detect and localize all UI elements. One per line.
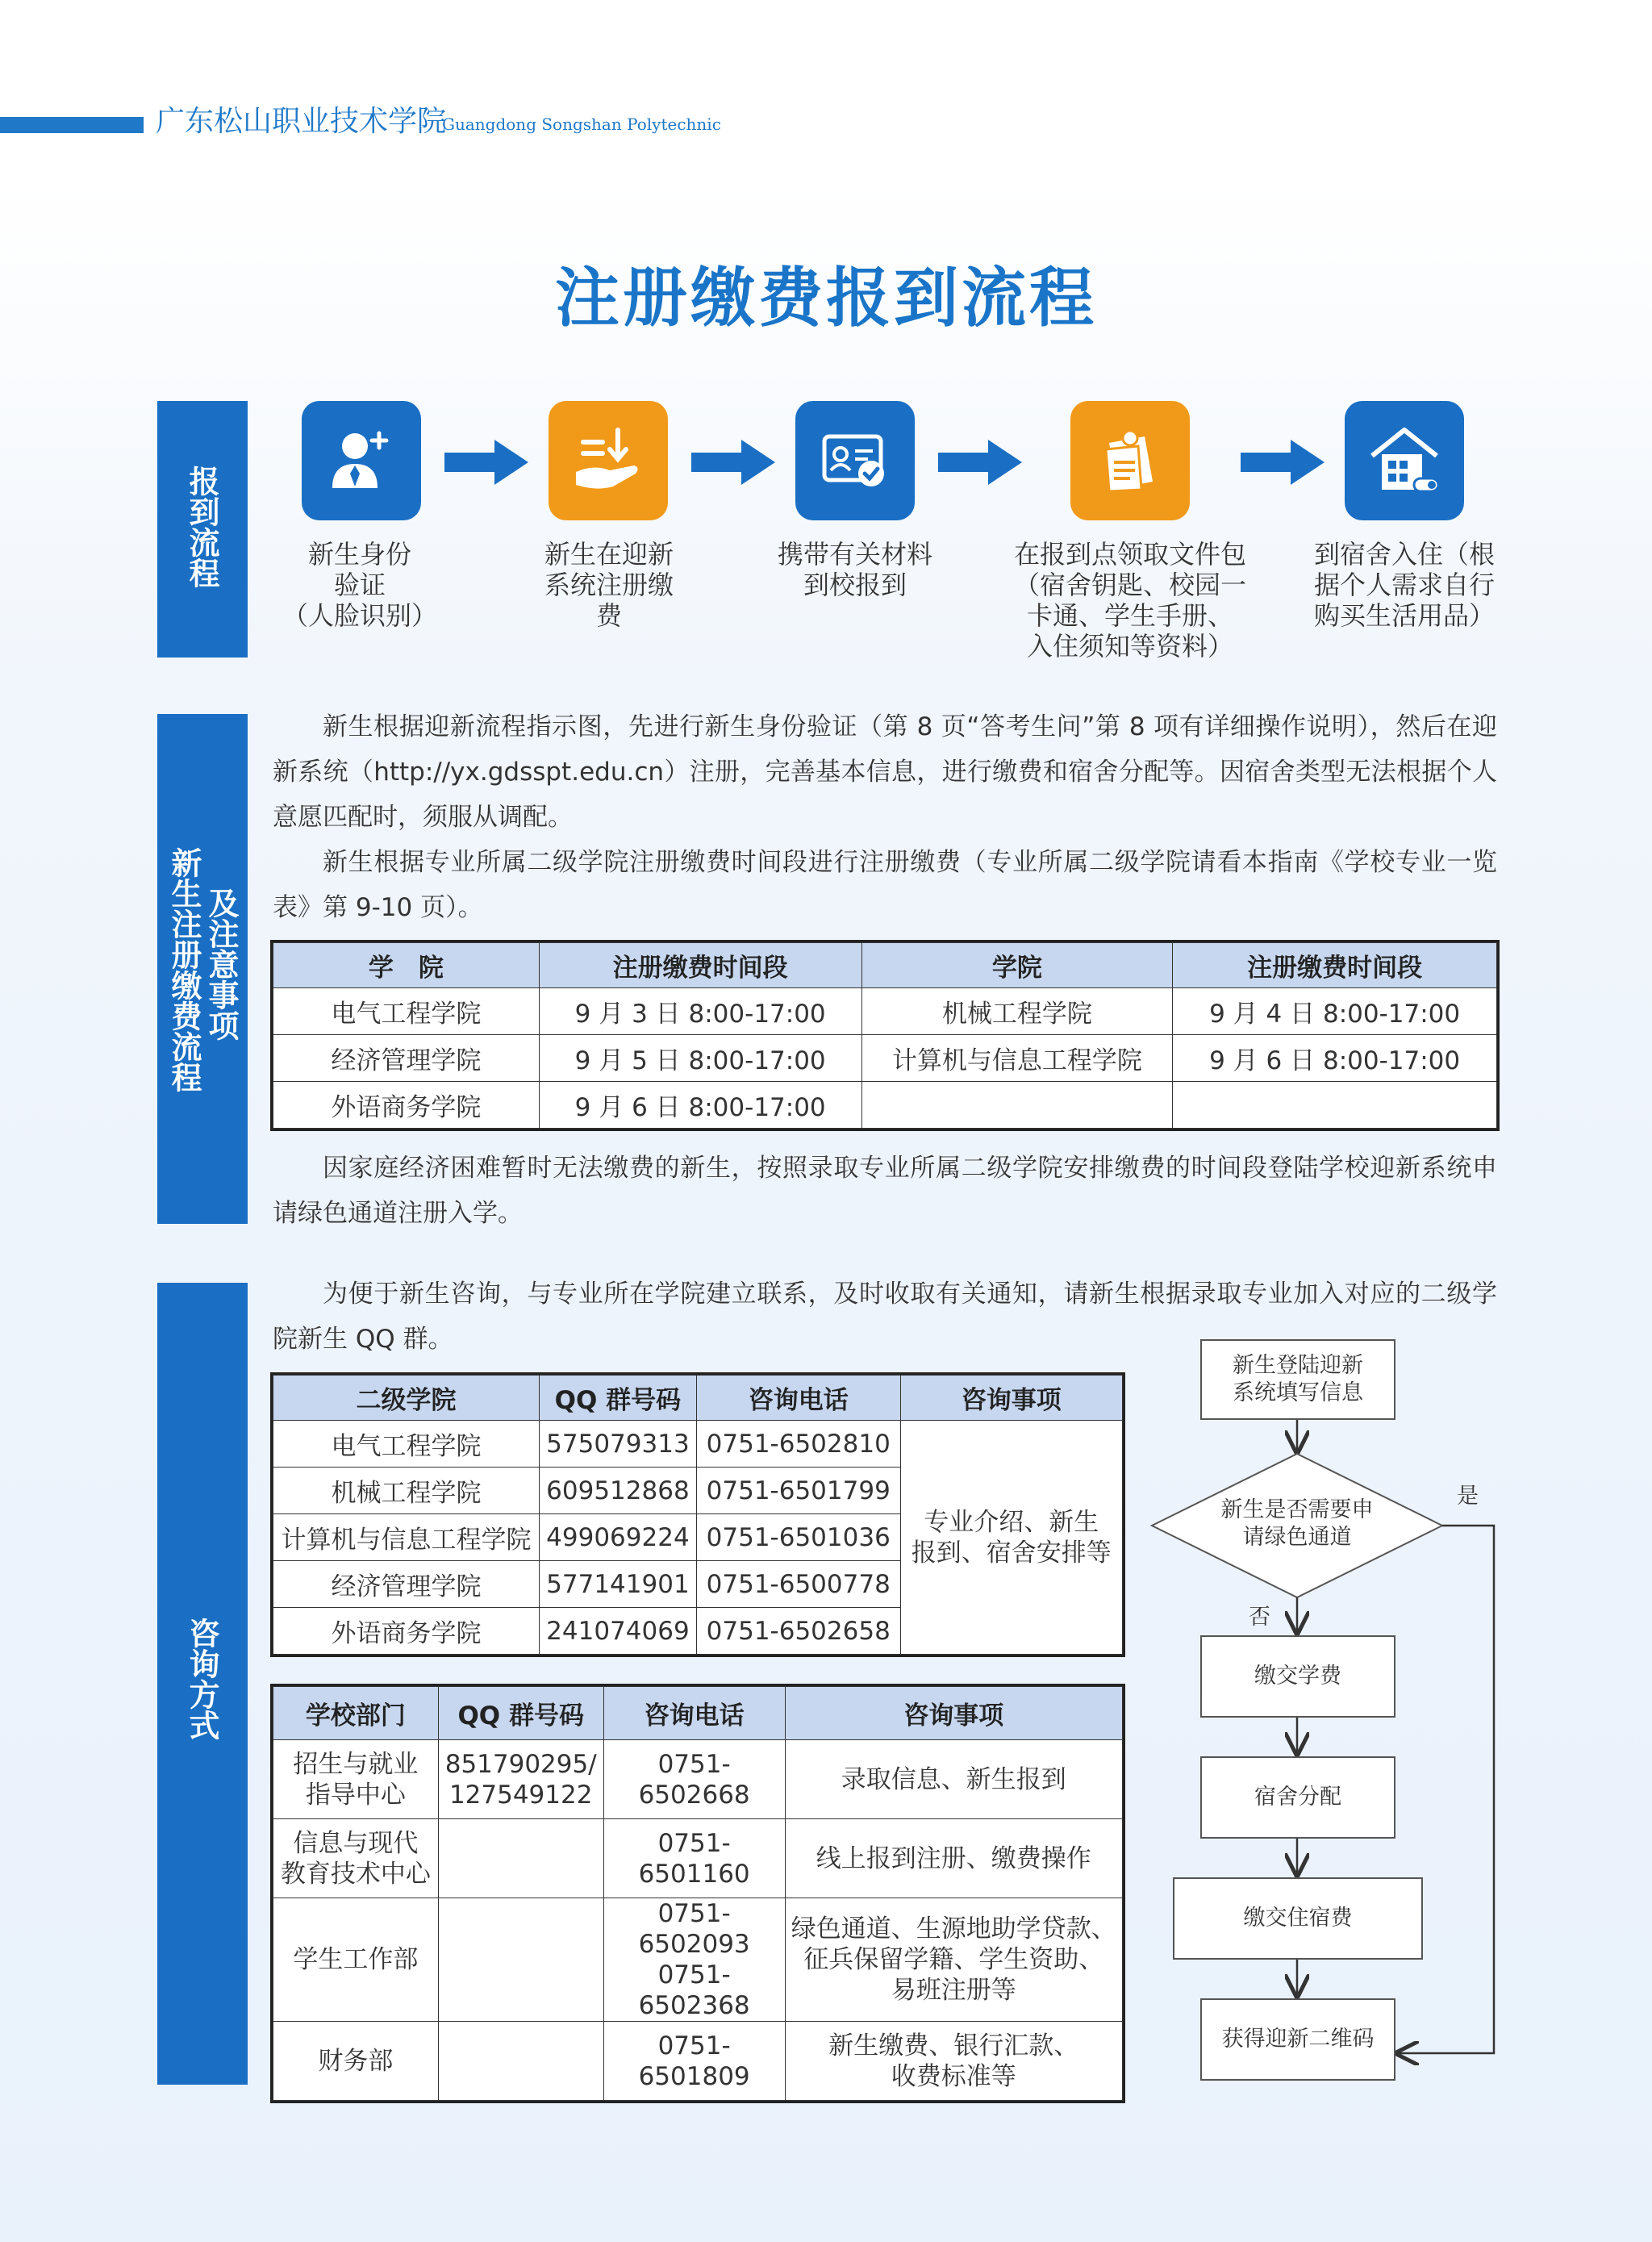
table-cell: 0751-6502810 xyxy=(696,1421,900,1468)
arrow-right-icon xyxy=(1241,440,1325,485)
table-cell: 外语商务学院 xyxy=(273,1608,540,1655)
flow-start-box: 新生登陆迎新 系统填写信息 xyxy=(1200,1339,1395,1420)
table-cell: 0751-6502658 xyxy=(696,1608,900,1655)
table-header: 学院 xyxy=(861,943,1173,988)
table-cell: 0751-6502668 xyxy=(603,1740,785,1819)
flow-no-label: 否 xyxy=(1249,1605,1270,1630)
table-cell: 241074069 xyxy=(539,1608,696,1655)
table-cell: 经济管理学院 xyxy=(273,1561,540,1608)
green-channel-note: 因家庭经济困难暂时无法缴费的新生，按照录取专业所属二级学院安排缴费的时间段登陆学校迎新系统申请绿色通道注册入学。 xyxy=(273,1154,1497,1228)
table-cell: 0751-6501036 xyxy=(696,1514,900,1561)
table-cell: 招生与就业 指导中心 xyxy=(273,1740,439,1819)
table-cell: 外语商务学院 xyxy=(273,1082,540,1129)
table-header: 咨询事项 xyxy=(900,1376,1122,1421)
step-label: 在报到点领取文件包 （宿舍钥匙、校园一 卡通、学生手册、 入住须知等资料） xyxy=(1013,539,1246,662)
table-cell: 经济管理学院 xyxy=(273,1035,540,1082)
table-cell: 499069224 xyxy=(539,1514,696,1561)
table-cell: 新生缴费、银行汇款、 收费标准等 xyxy=(785,2022,1122,2101)
table-header: 咨询电话 xyxy=(696,1376,900,1421)
table-cell: 9 月 3 日 8:00-17:00 xyxy=(539,988,861,1035)
table-row xyxy=(273,2022,1123,2101)
side-label-process: 报到流程 xyxy=(157,401,248,658)
step-label: 携带有关材料 到校报到 xyxy=(777,539,932,600)
table-cell: 线上报到注册、缴费操作 xyxy=(785,1819,1122,1898)
table-cell: 0751-6502093 0751-6502368 xyxy=(603,1898,785,2022)
side-label-registration: 新生注册缴费流程 及注意事项 xyxy=(157,714,248,1224)
flow-decision-text: 新生是否需要申 请绿色通道 xyxy=(1220,1497,1374,1550)
page-title: 注册缴费报到流程 xyxy=(555,261,1097,336)
table-header: 注册缴费时间段 xyxy=(1173,943,1497,988)
table-cell: 财务部 xyxy=(273,2022,439,2101)
registration-intro xyxy=(273,704,1497,930)
table-row xyxy=(273,988,1497,1035)
table-cell: 机械工程学院 xyxy=(861,988,1173,1035)
flow-end-box: 获得迎新二维码 xyxy=(1200,1998,1395,2081)
table-header: 咨询事项 xyxy=(785,1687,1122,1740)
table-cell: 电气工程学院 xyxy=(273,988,540,1035)
table-header: 注册缴费时间段 xyxy=(539,943,861,988)
flow-yes-label: 是 xyxy=(1457,1484,1479,1509)
arrow-right-icon xyxy=(938,440,1022,485)
arrow-right-icon xyxy=(444,440,528,485)
table-header: 学校部门 xyxy=(273,1687,439,1740)
step-label: 新生身份 验证 （人脸识别） xyxy=(282,539,437,631)
table-cell: 851790295/ 127549122 xyxy=(438,1740,603,1819)
table-header: 学 院 xyxy=(273,943,540,988)
table-cell: 计算机与信息工程学院 xyxy=(273,1514,540,1561)
registration-flowchart xyxy=(1145,1331,1565,2090)
table-cell: 0751-6501160 xyxy=(603,1819,785,1898)
table-cell: 575079313 xyxy=(539,1421,696,1468)
table-cell: 绿色通道、生源地助学贷款、 征兵保留学籍、学生资助、 易班注册等 xyxy=(785,1898,1122,2022)
flow-pay-tuition-box: 缴交学费 xyxy=(1200,1635,1395,1718)
department-contact-table xyxy=(273,1686,1123,2101)
table-cell: 609512868 xyxy=(539,1468,696,1514)
table-cell: 计算机与信息工程学院 xyxy=(861,1035,1173,1082)
table-cell: 电气工程学院 xyxy=(273,1421,540,1468)
registration-paragraph-2: 新生根据专业所属二级学院注册缴费时间段进行注册缴费（专业所属二级学院请看本指南《学校专业一览表》第 9-10 页）。 xyxy=(273,848,1497,922)
table-cell: 577141901 xyxy=(539,1561,696,1608)
table-cell xyxy=(438,1898,603,2022)
table-row xyxy=(273,1898,1123,2022)
table-cell: 录取信息、新生报到 xyxy=(785,1740,1122,1819)
table-cell xyxy=(438,1819,603,1898)
table-cell: 0751-6500778 xyxy=(696,1561,900,1608)
table-cell: 机械工程学院 xyxy=(273,1468,540,1514)
registration-paragraph-1: 新生根据迎新流程指示图，先进行新生身份验证（第 8 页“答考生问”第 8 项有详细操作说明），然后在迎新系统（http://yx.gdsspt.edu.cn）注册，完善基本信息，进行缴费和宿舍分配等。因宿舍类型无法根据个人意愿匹配时，须服从调配。 xyxy=(273,712,1497,832)
college-contact-table xyxy=(273,1375,1123,1655)
table-cell: 9 月 5 日 8:00-17:00 xyxy=(539,1035,861,1082)
table-header: QQ 群号码 xyxy=(438,1687,603,1740)
table-cell xyxy=(1173,1082,1497,1129)
dormitory-icon xyxy=(1345,401,1464,520)
step-label: 新生在迎新 系统注册缴 费 xyxy=(544,539,674,631)
table-row xyxy=(273,1421,1123,1468)
hand-register-icon xyxy=(549,401,668,520)
flow-dorm-assign-box: 宿舍分配 xyxy=(1200,1756,1395,1839)
table-row xyxy=(273,1819,1123,1898)
table-header: 二级学院 xyxy=(273,1376,540,1421)
user-add-icon xyxy=(302,401,421,520)
table-row xyxy=(273,1082,1497,1129)
table-cell: 0751-6501809 xyxy=(603,2022,785,2101)
table-header: QQ 群号码 xyxy=(539,1376,696,1421)
school-name-en: Guangdong Songshan Polytechnic xyxy=(442,115,721,134)
table-cell: 9 月 6 日 8:00-17:00 xyxy=(539,1082,861,1129)
table-row xyxy=(273,1035,1497,1082)
table-cell: 9 月 6 日 8:00-17:00 xyxy=(1173,1035,1497,1082)
table-cell: 信息与现代 教育技术中心 xyxy=(273,1819,439,1898)
school-name-cn: 广东松山职业技术学院 xyxy=(156,105,447,138)
registration-schedule-table xyxy=(273,942,1497,1129)
table-header: 咨询电话 xyxy=(603,1687,785,1740)
contact-intro: 为便于新生咨询，与专业所在学院建立联系，及时收取有关通知，请新生根据录取专业加入对应的二级学院新生 QQ 群。 xyxy=(273,1280,1497,1354)
table-cell xyxy=(861,1082,1173,1129)
table-cell xyxy=(438,2022,603,2101)
header-accent-bar xyxy=(0,117,144,133)
flow-pay-dorm-box: 缴交住宿费 xyxy=(1173,1877,1423,1960)
id-card-check-icon xyxy=(795,401,915,520)
consult-matters-cell: 专业介绍、新生 报到、宿舍安排等 xyxy=(900,1421,1122,1655)
arrow-right-icon xyxy=(691,440,775,485)
document-package-icon xyxy=(1070,401,1190,520)
step-label: 到宿舍入住（根 据个人需求自行 购买生活用品） xyxy=(1313,539,1495,631)
table-row xyxy=(273,1740,1123,1819)
table-cell: 9 月 4 日 8:00-17:00 xyxy=(1173,988,1497,1035)
table-cell: 0751-6501799 xyxy=(696,1468,900,1514)
table-cell: 学生工作部 xyxy=(273,1898,439,2022)
side-label-contact: 咨询方式 xyxy=(157,1283,248,2085)
